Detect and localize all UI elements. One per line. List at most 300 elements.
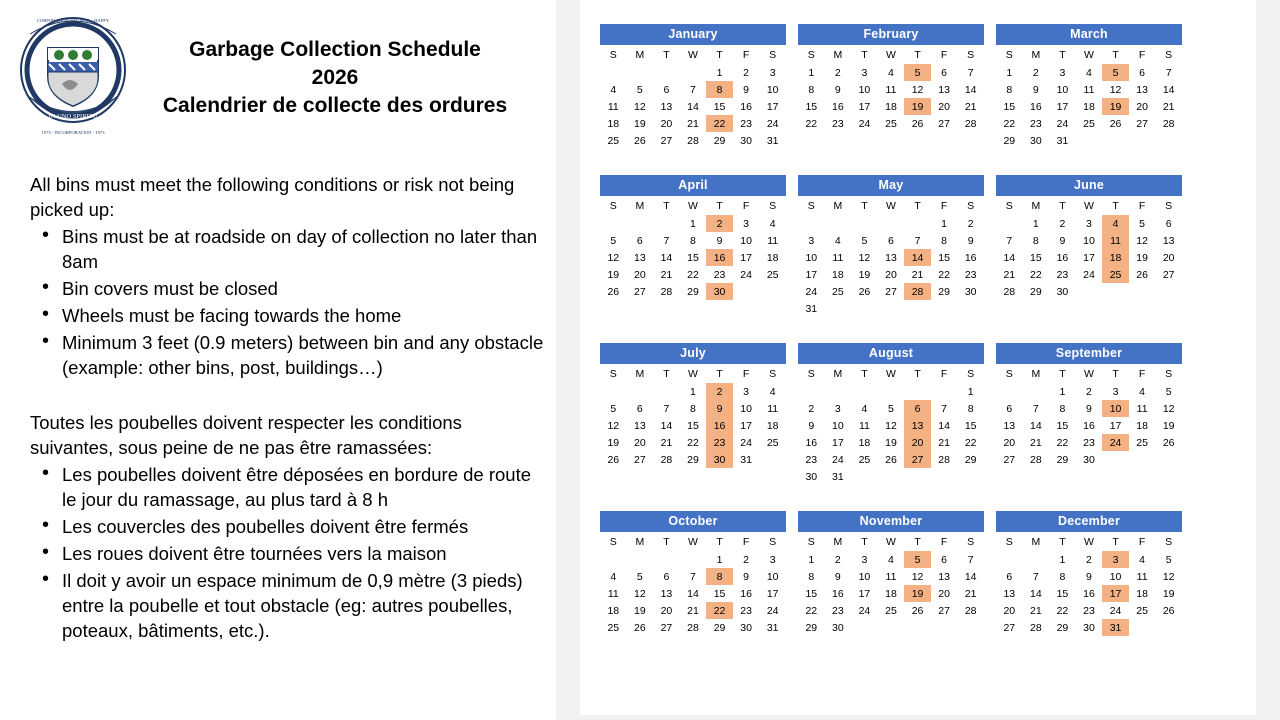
day-cell: 26 (607, 285, 620, 298)
empty-cell (1102, 451, 1129, 468)
day-cell: 5 (610, 402, 617, 415)
day-cell: 3 (834, 402, 841, 415)
day-cell: 12 (911, 570, 924, 583)
week-row (600, 249, 786, 266)
collection-day-cell: 22 (706, 115, 733, 132)
day-cell: 25 (607, 134, 620, 147)
weekday-header: S (1165, 368, 1173, 380)
weekday-header: F (742, 536, 750, 548)
weekday-header: S (609, 49, 617, 61)
day-cell: 22 (687, 268, 699, 281)
day-cell: 24 (1109, 604, 1122, 617)
empty-cell (851, 383, 878, 400)
day-cell: 25 (885, 117, 897, 130)
day-cell: 31 (766, 621, 779, 634)
day-cell: 12 (1136, 234, 1148, 247)
calendar-panel (556, 0, 1280, 720)
day-cell: 18 (1083, 100, 1095, 113)
day-cell: 11 (607, 587, 619, 600)
month-block-january (600, 24, 786, 149)
day-cell: 27 (1003, 453, 1016, 466)
weekday-header: S (807, 49, 815, 61)
day-cell: 24 (832, 453, 844, 466)
collection-day-cell: 22 (706, 602, 733, 619)
day-cell: 13 (1162, 234, 1175, 247)
collection-day-cell: 5 (904, 64, 931, 81)
day-cell: 4 (769, 385, 776, 398)
weekday-header: S (1005, 368, 1013, 380)
weekday-header: S (1005, 49, 1013, 61)
day-cell: 22 (1056, 436, 1069, 449)
day-cell: 14 (1003, 251, 1016, 264)
day-cell: 19 (1136, 251, 1148, 264)
weekday-header: M (833, 536, 843, 548)
day-cell: 29 (964, 453, 977, 466)
empty-cell (653, 551, 680, 568)
day-cell: 19 (634, 604, 646, 617)
day-cell: 21 (1030, 436, 1042, 449)
day-cell: 27 (938, 604, 950, 617)
day-cell: 15 (687, 419, 699, 432)
week-row (996, 249, 1182, 266)
day-cell: 20 (634, 268, 646, 281)
day-cell: 25 (766, 268, 779, 281)
day-cell: 21 (938, 436, 950, 449)
weekday-header: F (1138, 200, 1146, 212)
month-table (600, 534, 786, 636)
week-row (996, 434, 1182, 451)
day-cell: 10 (1109, 570, 1122, 583)
day-cell: 9 (808, 419, 815, 432)
empty-cell (1102, 283, 1129, 300)
collection-day-cell: 11 (1102, 232, 1129, 249)
day-cell: 16 (1030, 100, 1042, 113)
month-block-april (600, 175, 786, 317)
weekday-header: S (769, 200, 777, 212)
day-cell: 4 (610, 570, 617, 583)
weekday-header: S (769, 536, 777, 548)
empty-cell (957, 300, 984, 317)
day-cell: 31 (740, 453, 752, 466)
day-cell: 3 (769, 553, 776, 566)
day-cell: 21 (1030, 604, 1042, 617)
day-cell: 13 (938, 83, 950, 96)
day-cell: 17 (740, 419, 752, 432)
day-cell: 7 (1032, 402, 1039, 415)
weekday-header: S (1165, 49, 1173, 61)
day-cell: 26 (911, 117, 924, 130)
day-cell: 9 (1086, 402, 1092, 415)
day-cell: 6 (636, 402, 643, 415)
day-cell: 7 (1165, 66, 1172, 79)
day-cell: 12 (634, 587, 646, 600)
empty-cell (798, 383, 825, 400)
day-cell: 3 (743, 385, 750, 398)
weekday-header: T (861, 200, 868, 212)
day-cell: 25 (885, 604, 897, 617)
collection-day-cell: 5 (904, 551, 931, 568)
day-cell: 22 (805, 117, 818, 130)
title-line-english: Garbage Collection Schedule (189, 38, 481, 61)
weekday-header: S (807, 200, 815, 212)
day-cell: 7 (1032, 570, 1039, 583)
day-cell: 28 (1030, 453, 1042, 466)
day-cell: 12 (634, 100, 646, 113)
collection-day-cell: 20 (904, 434, 931, 451)
day-cell: 25 (1083, 117, 1095, 130)
day-cell: 22 (1030, 268, 1042, 281)
day-cell: 17 (766, 587, 779, 600)
week-row (996, 602, 1182, 619)
day-cell: 21 (1003, 268, 1016, 281)
empty-cell (759, 283, 786, 300)
day-cell: 3 (743, 217, 750, 230)
day-cell: 11 (767, 402, 779, 415)
day-cell: 25 (832, 285, 844, 298)
empty-cell (878, 619, 905, 636)
day-cell: 18 (607, 117, 620, 130)
svg-text:1973 - INCORPORATION - 1973: 1973 - INCORPORATION - 1973 (41, 130, 105, 135)
day-cell: 15 (1056, 419, 1069, 432)
day-cell: 16 (832, 587, 844, 600)
svg-text:IN UNO SPIRITU: IN UNO SPIRITU (48, 113, 98, 120)
day-cell: 17 (858, 587, 871, 600)
weekday-header: W (1084, 49, 1094, 61)
calendar-sheet (580, 0, 1256, 715)
day-cell: 7 (690, 83, 696, 96)
day-cell: 4 (1139, 385, 1146, 398)
day-cell: 17 (1109, 419, 1122, 432)
week-row (996, 232, 1182, 249)
weekday-header: M (1031, 49, 1041, 61)
day-cell: 27 (660, 621, 673, 634)
day-cell: 15 (938, 251, 950, 264)
day-cell: 9 (743, 83, 750, 96)
day-cell: 16 (1083, 419, 1095, 432)
week-row (996, 551, 1182, 568)
day-cell: 14 (660, 251, 673, 264)
weekday-header: T (1059, 200, 1066, 212)
week-row (996, 283, 1182, 300)
week-row (798, 81, 984, 98)
day-cell: 31 (1056, 134, 1069, 147)
empty-cell (931, 468, 958, 485)
day-cell: 9 (1086, 570, 1092, 583)
empty-cell (957, 619, 984, 636)
weekday-header: T (716, 536, 723, 548)
day-cell: 13 (660, 587, 673, 600)
week-row (600, 400, 786, 417)
weekday-header: T (914, 200, 921, 212)
day-cell: 23 (713, 268, 726, 281)
day-cell: 2 (743, 66, 750, 79)
day-cell: 23 (1030, 117, 1042, 130)
day-cell: 11 (1136, 570, 1148, 583)
day-cell: 18 (885, 100, 897, 113)
day-cell: 5 (636, 83, 643, 96)
day-cell: 29 (938, 285, 950, 298)
day-cell: 28 (687, 621, 699, 634)
empty-cell (653, 383, 680, 400)
week-row (600, 98, 786, 115)
day-cell: 1 (1059, 385, 1066, 398)
day-cell: 27 (885, 285, 897, 298)
day-cell: 19 (1162, 419, 1175, 432)
week-row (600, 232, 786, 249)
title-line-year: 2026 (311, 66, 359, 89)
collection-day-cell: 24 (1102, 434, 1129, 451)
day-cell: 28 (1162, 117, 1175, 130)
day-cell: 12 (885, 419, 897, 432)
day-cell: 30 (1083, 453, 1095, 466)
week-row (996, 619, 1182, 636)
day-cell: 10 (740, 234, 752, 247)
day-cell: 25 (1136, 436, 1148, 449)
day-cell: 18 (607, 604, 620, 617)
weekday-header: S (807, 536, 815, 548)
weekday-header: T (861, 368, 868, 380)
day-cell: 24 (805, 285, 818, 298)
calendar-grid (600, 24, 1200, 636)
day-cell: 6 (941, 66, 948, 79)
info-panel (0, 0, 560, 720)
weekday-header: S (967, 49, 975, 61)
day-cell: 22 (687, 436, 699, 449)
day-cell: 21 (964, 100, 977, 113)
day-cell: 28 (660, 453, 673, 466)
day-cell: 4 (861, 402, 868, 415)
day-cell: 29 (1056, 453, 1069, 466)
day-cell: 17 (1083, 251, 1095, 264)
week-row (798, 434, 984, 451)
day-cell: 7 (663, 402, 670, 415)
day-cell: 13 (938, 570, 950, 583)
day-cell: 29 (1056, 621, 1069, 634)
day-cell: 20 (660, 117, 673, 130)
day-cell: 12 (1162, 570, 1175, 583)
day-cell: 6 (1006, 570, 1013, 583)
day-cell: 20 (885, 268, 897, 281)
day-cell: 6 (941, 553, 948, 566)
empty-cell (1129, 451, 1156, 468)
french-intro: Toutes les poubelles doivent respecter les conditions suivantes, sous peine de ne pas être ramassées: (30, 412, 462, 458)
collection-day-cell: 23 (706, 434, 733, 451)
month-table (600, 47, 786, 149)
collection-day-cell: 17 (1102, 585, 1129, 602)
day-cell: 13 (660, 100, 673, 113)
week-row (600, 215, 786, 232)
day-cell: 26 (634, 134, 646, 147)
week-row (798, 602, 984, 619)
day-cell: 27 (634, 285, 646, 298)
day-cell: 17 (805, 268, 818, 281)
list-item: • Les roues doivent être tournées vers la maison (30, 541, 550, 566)
weekday-header: W (1084, 536, 1094, 548)
weekday-header: T (1112, 200, 1119, 212)
collection-day-cell: 19 (904, 98, 931, 115)
empty-cell (600, 64, 627, 81)
weekday-header: S (769, 49, 777, 61)
empty-cell (904, 383, 931, 400)
empty-cell (1076, 283, 1103, 300)
collection-day-cell: 5 (1102, 64, 1129, 81)
day-cell: 25 (607, 621, 620, 634)
day-cell: 1 (716, 66, 723, 79)
weekday-header: W (886, 536, 896, 548)
month-block-july (600, 343, 786, 485)
empty-cell (931, 383, 958, 400)
weekday-header: T (663, 536, 670, 548)
day-cell: 23 (805, 453, 818, 466)
day-cell: 9 (743, 570, 750, 583)
day-cell: 22 (938, 268, 950, 281)
week-row (798, 232, 984, 249)
day-cell: 9 (1032, 83, 1039, 96)
day-cell: 14 (964, 83, 977, 96)
day-cell: 29 (713, 134, 726, 147)
day-cell: 25 (858, 453, 871, 466)
day-cell: 21 (687, 604, 699, 617)
day-cell: 15 (1030, 251, 1042, 264)
month-table (798, 47, 984, 132)
day-cell: 5 (1165, 553, 1172, 566)
collection-day-cell: 28 (904, 283, 931, 300)
svg-text:CORPORATION VAL HITA - HAPPY: CORPORATION VAL HITA - HAPPY (36, 18, 110, 23)
day-cell: 10 (766, 83, 779, 96)
empty-cell (825, 300, 852, 317)
weekday-header: F (940, 200, 948, 212)
empty-cell (653, 215, 680, 232)
day-cell: 2 (808, 402, 815, 415)
week-row (996, 132, 1182, 149)
day-cell: 16 (1056, 251, 1069, 264)
day-cell: 8 (808, 570, 815, 583)
week-row (600, 434, 786, 451)
empty-cell (878, 215, 905, 232)
week-row (798, 551, 984, 568)
month-table (600, 366, 786, 468)
collection-day-cell: 6 (904, 400, 931, 417)
collection-day-cell: 8 (706, 568, 733, 585)
week-row (798, 215, 984, 232)
day-cell: 23 (740, 117, 752, 130)
day-cell: 6 (663, 83, 670, 96)
weekday-header: M (635, 200, 645, 212)
empty-cell (600, 383, 627, 400)
title-line-french: Calendrier de collecte des ordures (162, 94, 508, 117)
day-cell: 16 (1083, 587, 1095, 600)
week-row (798, 619, 984, 636)
collection-day-cell: 3 (1102, 551, 1129, 568)
month-title: June (996, 175, 1182, 196)
empty-cell (1129, 619, 1156, 636)
week-row (996, 585, 1182, 602)
week-row (798, 283, 984, 300)
day-cell: 14 (1030, 587, 1042, 600)
empty-cell (653, 64, 680, 81)
weekday-header: M (635, 536, 645, 548)
day-cell: 1 (941, 217, 948, 230)
day-cell: 23 (1083, 436, 1095, 449)
list-item: • Il doit y avoir un espace minimum de 0,9 mètre (3 pieds) entre la poubelle et tout obstacle (eg: autres poubelles, poteaux, bâtiments, etc.). (30, 568, 550, 643)
empty-cell (1023, 383, 1050, 400)
weekday-header: S (1005, 200, 1013, 212)
day-cell: 23 (832, 117, 844, 130)
weekday-header: F (940, 368, 948, 380)
day-cell: 11 (885, 570, 897, 583)
weekday-header: T (716, 49, 723, 61)
weekday-header: T (1059, 49, 1066, 61)
day-cell: 28 (1003, 285, 1016, 298)
day-cell: 26 (634, 621, 646, 634)
day-cell: 20 (1003, 436, 1016, 449)
day-cell: 10 (766, 570, 779, 583)
weekday-header: M (635, 368, 645, 380)
weekday-header: W (886, 200, 896, 212)
day-cell: 27 (1162, 268, 1175, 281)
day-cell: 7 (1006, 234, 1013, 247)
weekday-header: T (861, 536, 868, 548)
day-cell: 12 (607, 419, 620, 432)
month-block-february (798, 24, 984, 149)
weekday-header: W (1084, 368, 1094, 380)
month-title: December (996, 511, 1182, 532)
collection-day-cell: 19 (904, 585, 931, 602)
weekday-header: F (742, 200, 750, 212)
weekday-header: M (833, 49, 843, 61)
day-cell: 26 (911, 604, 924, 617)
empty-cell (878, 300, 905, 317)
weekday-header: T (1112, 368, 1119, 380)
day-cell: 1 (716, 553, 723, 566)
weekday-header: T (1059, 536, 1066, 548)
day-cell: 12 (911, 83, 924, 96)
day-cell: 2 (743, 553, 750, 566)
week-row (996, 98, 1182, 115)
day-cell: 8 (808, 83, 815, 96)
day-cell: 28 (1030, 621, 1042, 634)
weekday-header: M (1031, 536, 1041, 548)
day-cell: 10 (832, 419, 844, 432)
weekday-header: T (1059, 368, 1066, 380)
day-cell: 28 (964, 117, 977, 130)
day-cell: 10 (740, 402, 752, 415)
weekday-header: S (1165, 200, 1173, 212)
day-cell: 18 (1136, 587, 1148, 600)
day-cell: 5 (1165, 385, 1172, 398)
day-cell: 20 (1003, 604, 1016, 617)
empty-cell (600, 551, 627, 568)
day-cell: 14 (660, 419, 673, 432)
week-row (600, 64, 786, 81)
day-cell: 4 (769, 217, 776, 230)
day-cell: 2 (1032, 66, 1039, 79)
weekday-header: F (940, 536, 948, 548)
week-row (996, 81, 1182, 98)
empty-cell (878, 383, 905, 400)
week-row (996, 215, 1182, 232)
weekday-header: T (663, 368, 670, 380)
day-cell: 23 (1056, 268, 1069, 281)
day-cell: 21 (687, 117, 699, 130)
week-row (798, 383, 984, 400)
day-cell: 26 (1162, 604, 1175, 617)
day-cell: 13 (885, 251, 897, 264)
weekday-header: T (663, 49, 670, 61)
day-cell: 21 (660, 436, 673, 449)
month-block-may (798, 175, 984, 317)
week-row (996, 383, 1182, 400)
